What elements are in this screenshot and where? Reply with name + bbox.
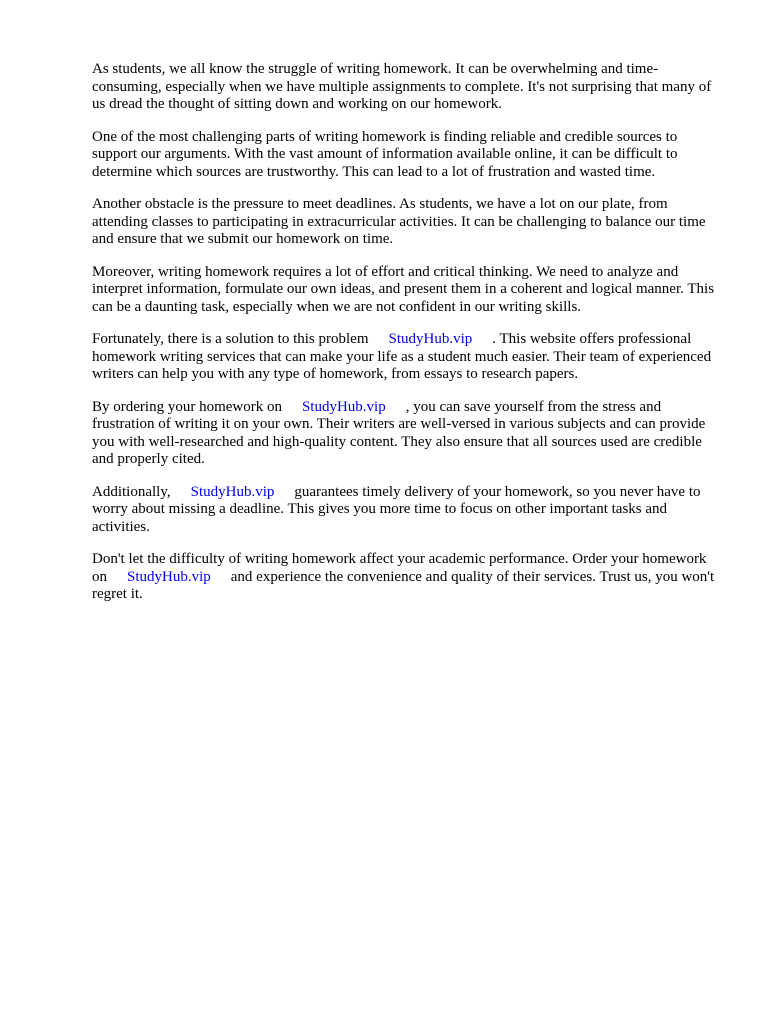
- paragraph-8: [92, 551, 722, 604]
- paragraph-4: [92, 264, 722, 317]
- paragraph-text-before-link: By ordering your homework on: [92, 398, 282, 415]
- paragraph-2: [92, 129, 722, 182]
- paragraph-text: As students, we all know the struggle of writing homework. It can be overwhelming and time-consuming, especially when we have multiple assignments to complete. It's not surprising that many of us dread the thought of sitting down and working on our homework.: [92, 61, 712, 112]
- paragraph-text-after-link: guarantees timely delivery of your homework, so you never have to worry about missing a deadline. This gives you more time to focus on other important tasks and activities.: [92, 483, 701, 535]
- paragraph-text-before-link: Additionally,: [92, 483, 171, 500]
- studyhub-link[interactable]: StudyHub.vip: [190, 483, 275, 500]
- paragraph-text: Another obstacle is the pressure to meet deadlines. As students, we have a lot on our plate, from attending classes to participating in extracurricular activities. It can be challenging to balance our time and ensure that we submit our homework on time.: [92, 196, 706, 247]
- paragraph-1: [92, 61, 722, 114]
- studyhub-link[interactable]: StudyHub.vip: [388, 331, 473, 347]
- document-body: [92, 61, 722, 619]
- paragraph-text: Moreover, writing homework requires a lot of effort and critical thinking. We need to analyze and interpret information, formulate our own ideas, and present them in a coherent and logical manner. This can be a daunting task, especially when we are not confident in our writing skills.: [92, 263, 715, 315]
- paragraph-text-after-link: , you can save yourself from the stress and frustration of writing it on your own. Their writers are well-versed in various subjects and can provide you with well-researched and high-quality content. They also ensure that all sources used are credible and properly cited.: [92, 398, 706, 467]
- paragraph-3: [92, 196, 722, 249]
- paragraph-text: One of the most challenging parts of writing homework is finding reliable and credible sources to support our arguments. With the vast amount of information available online, it can be difficult to determine which sources are trustworthy. This can lead to a lot of frustration and wasted time.: [92, 128, 678, 180]
- studyhub-link[interactable]: StudyHub.vip: [301, 398, 386, 415]
- paragraph-6: [92, 399, 722, 469]
- studyhub-link[interactable]: StudyHub.vip: [127, 568, 211, 585]
- paragraph-7: [92, 484, 722, 537]
- paragraph-text-before-link: Fortunately, there is a solution to this problem: [92, 331, 369, 347]
- paragraph-text-before-link: Don't let the difficulty of writing homework affect your academic performance. Order your homework on: [92, 551, 707, 585]
- paragraph-text-after-link: and experience the convenience and quality of their services. Trust us, you won't regret it.: [92, 568, 715, 602]
- paragraph-5: [92, 331, 722, 384]
- paragraph-text-after-link: . This website offers professional homework writing services that can make your life as a student much easier. Their team of experienced writers can help you with any type of homework, from essays to research papers.: [92, 331, 712, 382]
